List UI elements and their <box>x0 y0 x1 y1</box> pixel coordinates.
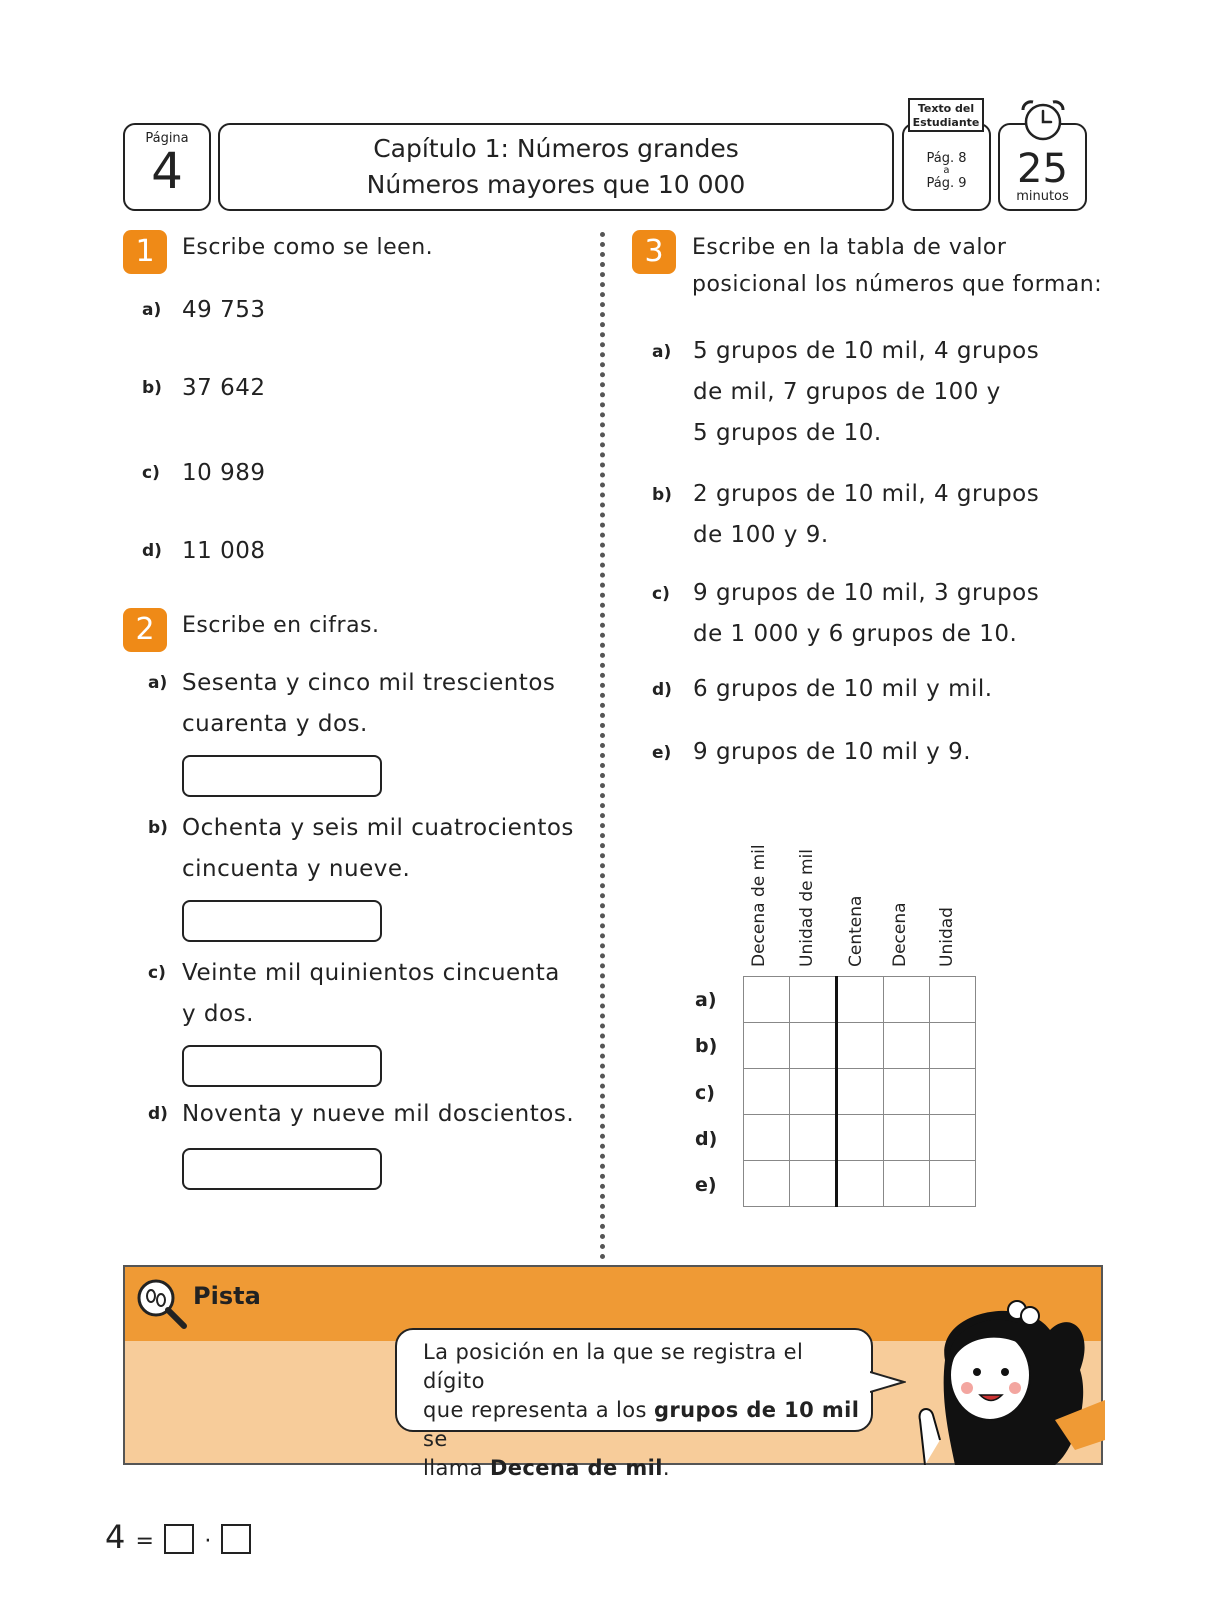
table-cell[interactable] <box>930 1069 976 1115</box>
table-cell[interactable] <box>837 1023 884 1069</box>
hint-title: Pista <box>193 1282 261 1310</box>
alarm-clock-icon <box>1017 98 1069 142</box>
footer-dot: · <box>204 1529 212 1554</box>
s3-item-d-text <box>693 669 993 710</box>
table-cell[interactable] <box>884 977 930 1023</box>
s1-item-b-label: b) <box>142 378 162 398</box>
hint-text-line2-pre: que representa a los <box>423 1398 654 1422</box>
hint-text-line3 <box>423 1454 871 1483</box>
table-row <box>744 1115 976 1161</box>
hint-text-line3-post: . <box>662 1456 670 1480</box>
s2-item-b-label: b) <box>148 818 168 838</box>
table-cell[interactable] <box>790 1069 837 1115</box>
table-cell[interactable] <box>790 1023 837 1069</box>
s2-item-b-answer-box[interactable] <box>182 900 382 942</box>
section-3-instruction-line2: posicional los números que forman: <box>692 272 1103 297</box>
section-1-instruction: Escribe como se leen. <box>182 235 434 260</box>
table-cell[interactable] <box>837 1069 884 1115</box>
s1-item-c-number: 10 989 <box>182 460 266 486</box>
s3-item-e-label: e) <box>652 743 672 763</box>
s2-item-c-label: c) <box>148 963 166 983</box>
pages-from: Pág. 8 <box>926 151 967 166</box>
speech-bubble-tail <box>870 1370 906 1394</box>
footer-equation <box>105 1518 251 1556</box>
s3-item-b-line1: 2 grupos de 10 mil, 4 grupos <box>693 481 1040 507</box>
footer-equals: = <box>135 1529 154 1554</box>
pages-to-word: a <box>943 165 950 176</box>
topic-title: Números mayores que 10 000 <box>366 170 746 199</box>
s3-item-b-line2: de 100 y 9. <box>693 522 829 548</box>
book-label: Texto del Estudiante <box>912 102 980 129</box>
table-cell[interactable] <box>930 1115 976 1161</box>
s3-item-c-text <box>693 573 1039 655</box>
table-cell[interactable] <box>837 1161 884 1207</box>
s2-item-c-text-line1: Veinte mil quinientos cincuenta <box>182 960 560 986</box>
page-number: 4 <box>151 142 183 200</box>
hint-speech-bubble <box>395 1328 873 1480</box>
table-row-label-b: b) <box>695 1035 718 1057</box>
column-divider <box>600 232 605 1260</box>
s3-item-a-text <box>693 331 1039 454</box>
s3-item-a-line1: 5 grupos de 10 mil, 4 grupos <box>693 338 1040 364</box>
table-cell[interactable] <box>884 1161 930 1207</box>
s1-item-a-label: a) <box>142 300 162 320</box>
s1-item-c-label: c) <box>142 463 160 483</box>
s2-item-a-answer-box[interactable] <box>182 755 382 797</box>
table-cell[interactable] <box>744 977 790 1023</box>
table-row <box>744 1069 976 1115</box>
table-cell[interactable] <box>790 1161 837 1207</box>
s2-item-b-text-line2: cincuenta y nueve. <box>182 856 411 882</box>
pages-to: Pág. 9 <box>926 176 967 191</box>
hint-text-line1: La posición en la que se registra el dígito <box>423 1340 804 1393</box>
table-row-label-c: c) <box>695 1082 715 1104</box>
s2-item-c-answer-box[interactable] <box>182 1045 382 1087</box>
table-cell[interactable] <box>744 1161 790 1207</box>
section-1-number: 1 <box>123 230 167 274</box>
s3-item-a-line2: de mil, 7 grupos de 100 y <box>693 379 1001 405</box>
hint-text-line2-post: se <box>423 1427 448 1451</box>
s2-item-d-text-line1: Noventa y nueve mil doscientos. <box>182 1101 575 1127</box>
table-cell[interactable] <box>884 1115 930 1161</box>
s2-item-c-text-line2: y dos. <box>182 1001 254 1027</box>
s3-item-c-line2: de 1 000 y 6 grupos de 10. <box>693 621 1018 647</box>
s3-item-e-text <box>693 732 971 773</box>
s3-item-a-line3: 5 grupos de 10. <box>693 420 882 446</box>
s2-item-b-text-line1: Ochenta y seis mil cuatrocientos <box>182 815 574 841</box>
s3-item-e-line1: 9 grupos de 10 mil y 9. <box>693 739 972 765</box>
col-header-centena: Centena <box>846 895 866 967</box>
col-header-unidad: Unidad <box>937 907 957 967</box>
page-number-box <box>123 123 211 211</box>
chapter-title: Capítulo 1: Números grandes <box>373 134 739 163</box>
s1-item-d-label: d) <box>142 541 162 561</box>
table-row <box>744 977 976 1023</box>
s3-item-b-label: b) <box>652 485 672 505</box>
chapter-title-box <box>218 123 894 211</box>
s3-item-c-label: c) <box>652 584 670 604</box>
s3-item-b-text <box>693 474 1039 556</box>
textbook-reference-box <box>902 123 991 211</box>
table-cell[interactable] <box>930 1161 976 1207</box>
hint-text-line3-bold: Decena de mil <box>489 1456 663 1480</box>
s3-item-a-label: a) <box>652 342 672 362</box>
table-cell[interactable] <box>930 1023 976 1069</box>
table-cell[interactable] <box>884 1069 930 1115</box>
table-row-label-d: d) <box>695 1128 718 1150</box>
girl-character-illustration <box>905 1290 1105 1465</box>
table-cell[interactable] <box>837 977 884 1023</box>
table-cell[interactable] <box>930 977 976 1023</box>
section-3-number: 3 <box>632 230 676 274</box>
table-cell[interactable] <box>837 1115 884 1161</box>
s3-item-d-line1: 6 grupos de 10 mil y mil. <box>693 676 993 702</box>
table-cell[interactable] <box>744 1023 790 1069</box>
s3-item-d-label: d) <box>652 680 672 700</box>
table-cell[interactable] <box>744 1069 790 1115</box>
section-3-instruction-line1: Escribe en la tabla de valor <box>692 235 1007 260</box>
col-header-unidad-de-mil: Unidad de mil <box>797 848 817 967</box>
s2-item-a-text-line1: Sesenta y cinco mil trescientos <box>182 670 556 696</box>
table-cell[interactable] <box>744 1115 790 1161</box>
footer-blank-box-2[interactable] <box>221 1524 251 1554</box>
section-2-number: 2 <box>123 608 167 652</box>
table-row <box>744 1161 976 1207</box>
hint-text-line2 <box>423 1396 871 1454</box>
book-icon <box>908 98 984 132</box>
magnifier-icon <box>134 1276 190 1332</box>
s2-item-d-answer-box[interactable] <box>182 1148 382 1190</box>
time-value: 25 <box>1017 146 1068 192</box>
table-cell[interactable] <box>790 1115 837 1161</box>
s1-item-a-number: 49 753 <box>182 297 266 323</box>
table-row <box>744 1023 976 1069</box>
s1-item-d-number: 11 008 <box>182 538 266 564</box>
footer-number: 4 <box>105 1518 126 1556</box>
place-value-table <box>743 976 976 1207</box>
s1-item-b-number: 37 642 <box>182 375 266 401</box>
table-cell[interactable] <box>790 977 837 1023</box>
time-unit: minutos <box>1016 189 1069 204</box>
table-row-label-e: e) <box>695 1174 717 1196</box>
hint-text-line3-pre: llama <box>423 1456 490 1480</box>
section-2-instruction: Escribe en cifras. <box>182 613 380 638</box>
page-label: Página <box>145 131 189 146</box>
s2-item-a-label: a) <box>148 673 168 693</box>
s2-item-a-text-line2: cuarenta y dos. <box>182 711 368 737</box>
footer-blank-box-1[interactable] <box>164 1524 194 1554</box>
col-header-decena-de-mil: Decena de mil <box>749 844 769 967</box>
table-cell[interactable] <box>884 1023 930 1069</box>
table-row-label-a: a) <box>695 989 717 1011</box>
col-header-decena: Decena <box>890 902 910 967</box>
s2-item-d-label: d) <box>148 1104 168 1124</box>
s3-item-c-line1: 9 grupos de 10 mil, 3 grupos <box>693 580 1040 606</box>
hint-text-line2-bold: grupos de 10 mil <box>653 1398 860 1422</box>
